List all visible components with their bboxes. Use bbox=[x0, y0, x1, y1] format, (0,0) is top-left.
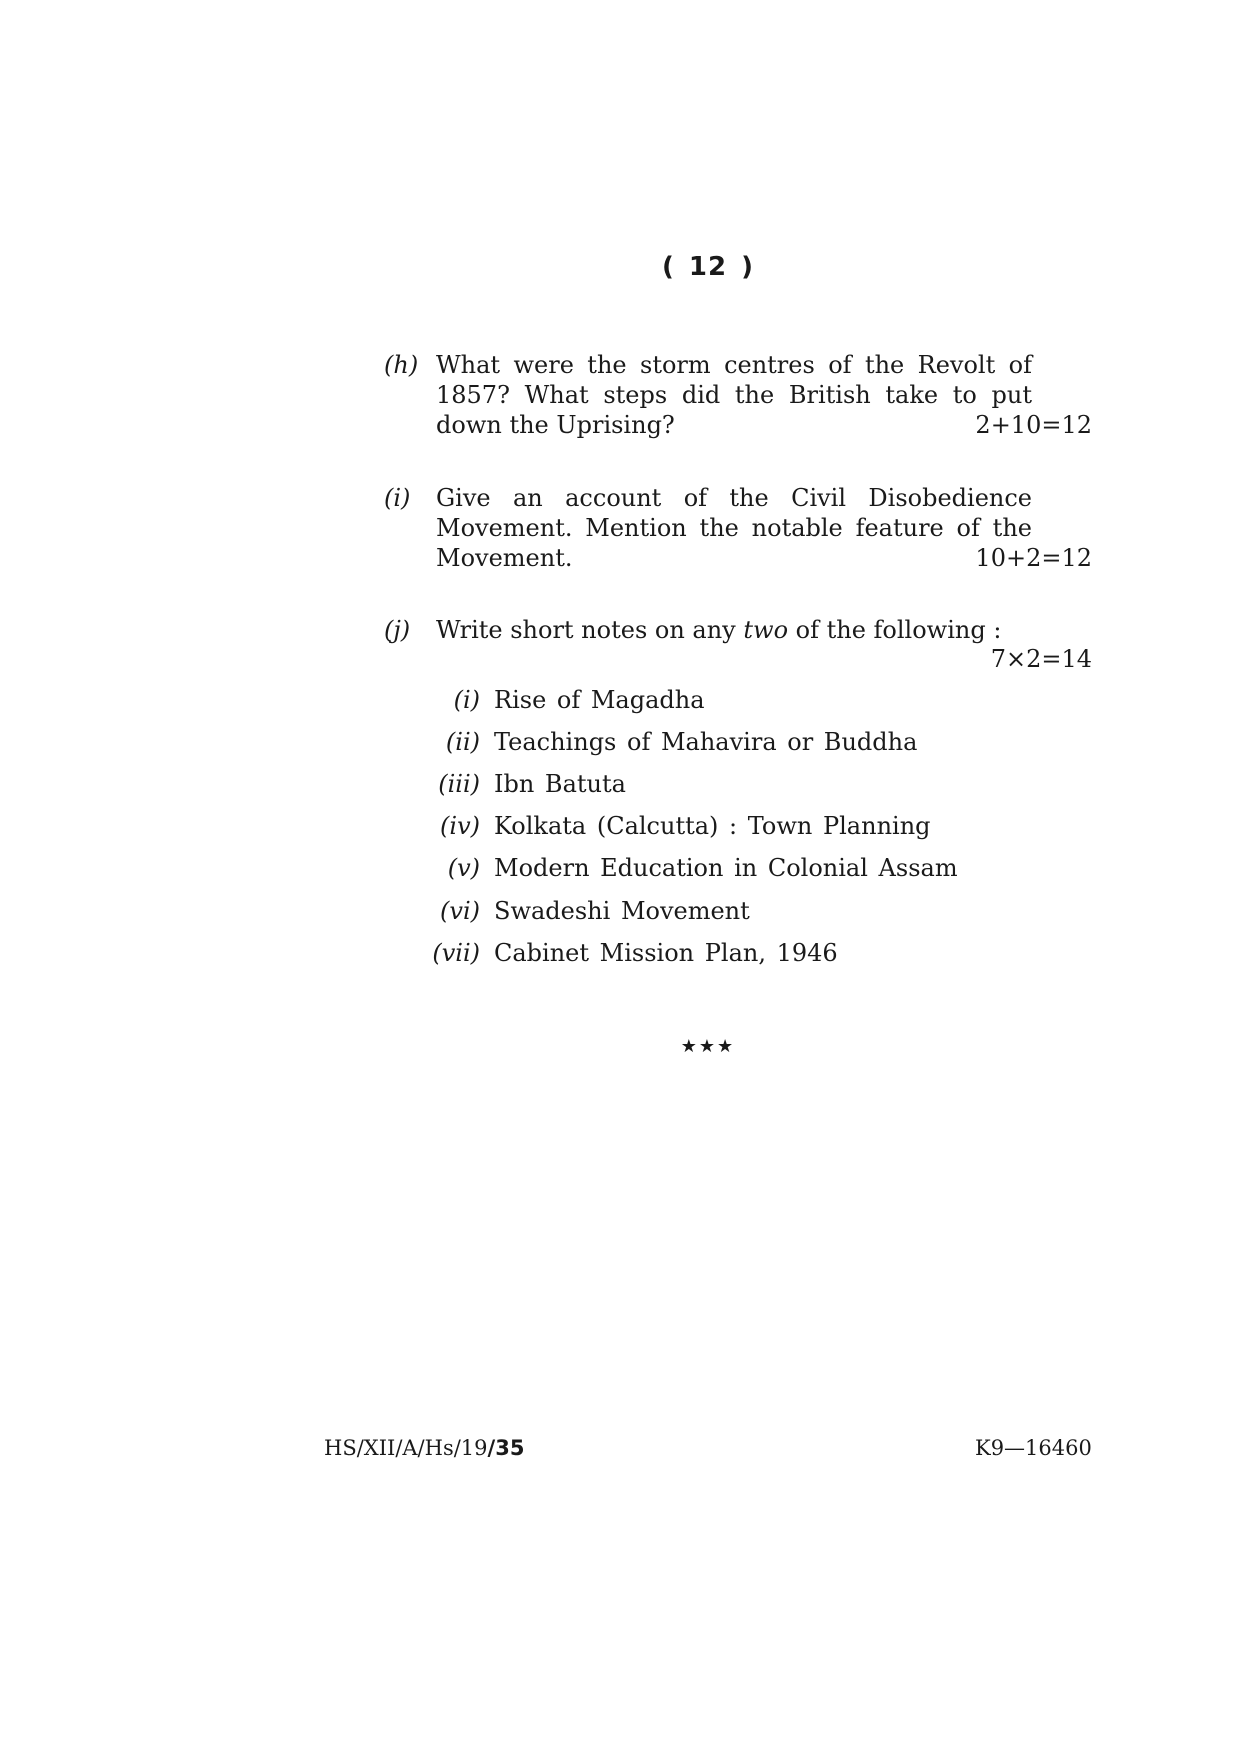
list-item-text: Ibn Batuta bbox=[494, 770, 626, 798]
list-item-label: (v) bbox=[447, 854, 480, 882]
question-line: 1857? What steps did the British take to put bbox=[436, 381, 1032, 409]
question-line: down the Uprising? bbox=[436, 411, 675, 439]
footer-code-bold: /35 bbox=[487, 1436, 525, 1460]
question-label: (i) bbox=[384, 484, 411, 512]
list-item-label: (vii) bbox=[432, 939, 480, 967]
page-number: ( 12 ) bbox=[662, 252, 754, 282]
list-item-label: (i) bbox=[453, 686, 480, 714]
list-item-label: (vi) bbox=[440, 897, 480, 925]
question-text-before: Write short notes on any bbox=[436, 616, 744, 644]
question-marks: 2+10=12 bbox=[975, 411, 1092, 439]
question-line: Give an account of the Civil Disobedience bbox=[436, 484, 1032, 512]
list-item-text: Teachings of Mahavira or Buddha bbox=[494, 728, 918, 756]
footer-code-prefix: HS/XII/A/Hs/19 bbox=[324, 1436, 488, 1460]
question-line: Movement. bbox=[436, 544, 573, 572]
question-text bbox=[436, 483, 1032, 573]
question-text bbox=[436, 350, 1032, 440]
footer-code bbox=[324, 1436, 524, 1460]
list-item-text: Swadeshi Movement bbox=[494, 897, 750, 925]
question-text-after: of the following : bbox=[788, 616, 1002, 644]
end-mark: ★★★ bbox=[680, 1036, 736, 1057]
footer-serial: K9—16460 bbox=[975, 1436, 1092, 1460]
list-item-text: Cabinet Mission Plan, 1946 bbox=[494, 939, 838, 967]
question-line: Movement. Mention the notable feature of the bbox=[436, 514, 1032, 542]
question-text-emphasis: two bbox=[743, 616, 789, 644]
question-marks: 10+2=12 bbox=[975, 544, 1092, 572]
list-item-label: (iii) bbox=[438, 770, 480, 798]
list-item-text: Kolkata (Calcutta) : Town Planning bbox=[494, 812, 931, 840]
question-label: (j) bbox=[384, 616, 411, 644]
question-marks: 7×2=14 bbox=[990, 645, 1092, 673]
page-number-value: 12 bbox=[688, 252, 728, 282]
list-item-text: Rise of Magadha bbox=[494, 686, 705, 714]
question-label: (h) bbox=[384, 351, 419, 379]
question-text bbox=[436, 615, 1092, 645]
list-item-text: Modern Education in Colonial Assam bbox=[494, 854, 958, 882]
list-item-label: (ii) bbox=[445, 728, 480, 756]
list-item-label: (iv) bbox=[440, 812, 480, 840]
question-line: What were the storm centres of the Revolt of bbox=[436, 351, 1032, 379]
